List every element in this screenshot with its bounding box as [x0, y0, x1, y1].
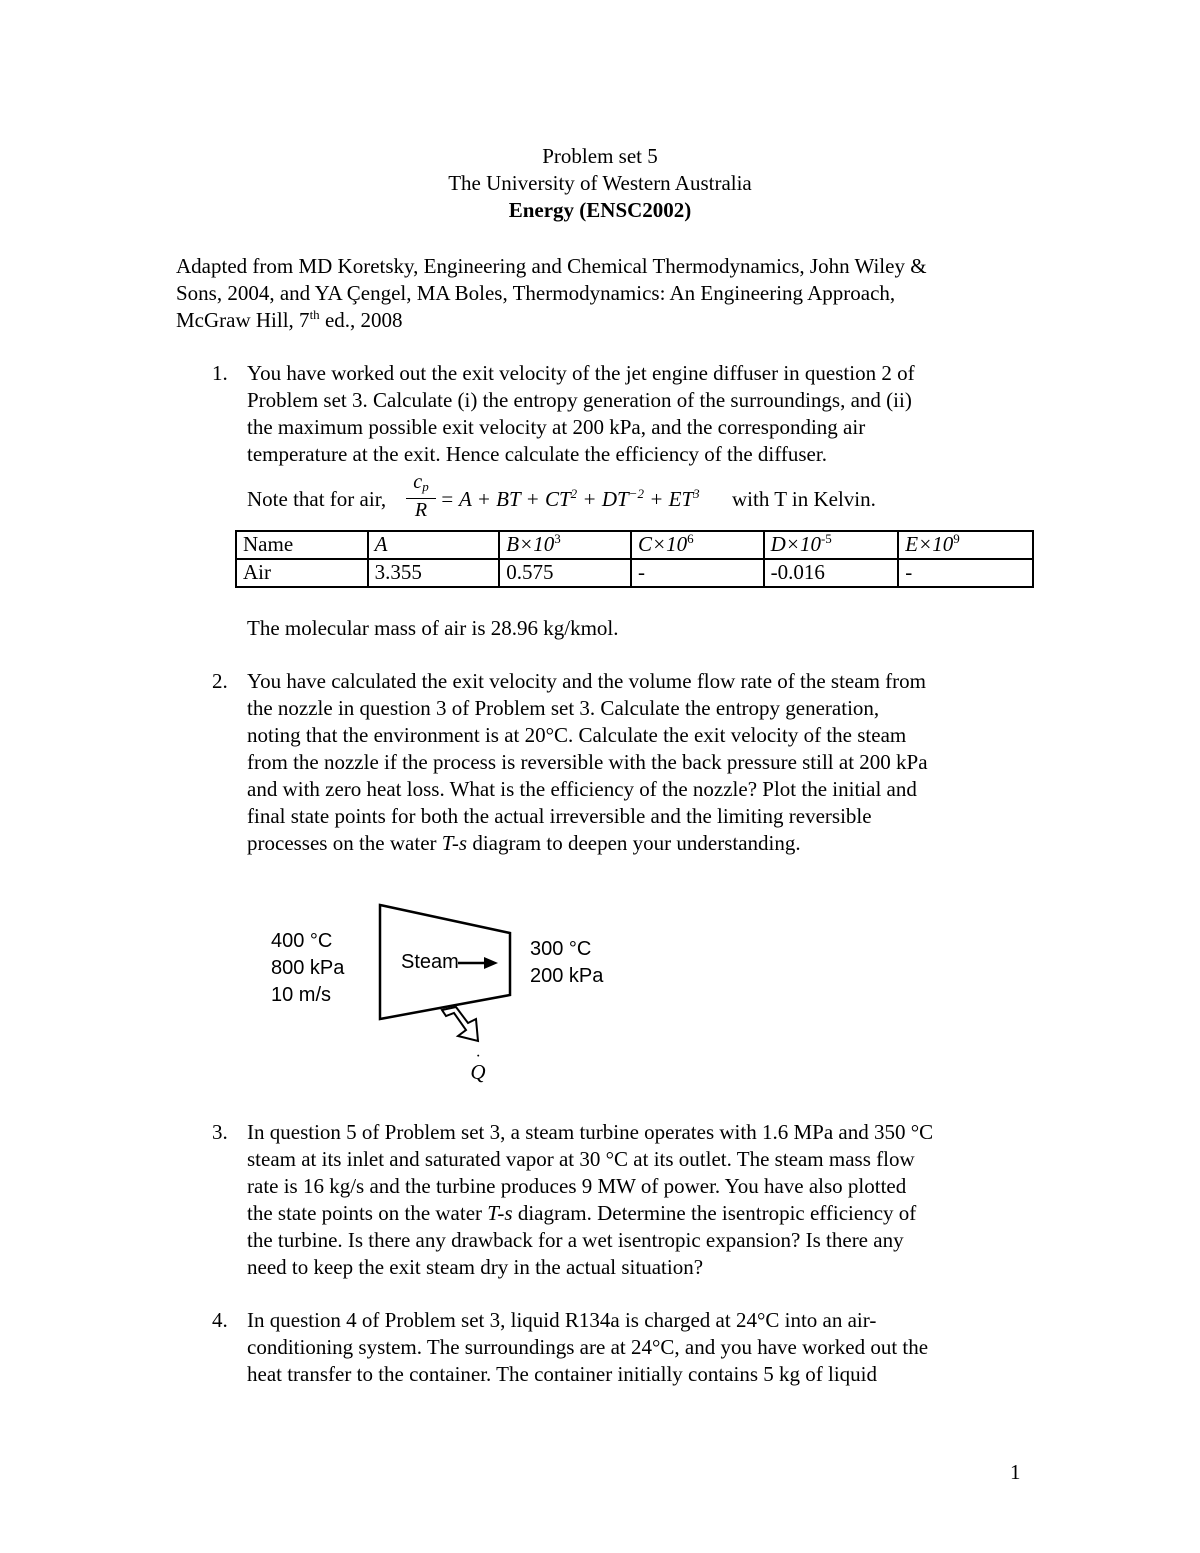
- question-2-text: You have calculated the exit velocity and the volume flow rate of the steam from the nozzle in question 3 of Problem set 3. Calculate the entropy generation, noting that the environment is at 20°C. Calculate the exit velocity of the steam from the nozzle if the process is reversible with the back pressure still at 200 kPa and with zero heat loss. What is the efficiency of the nozzle? Plot the initial and final state points for both the actual irreversible and the limiting reversible processes on the water T-s diagram to deepen your understanding.: [247, 669, 928, 855]
- university-name: The University of Western Australia: [448, 171, 752, 195]
- question-3-text: In question 5 of Problem set 3, a steam turbine operates with 1.6 MPa and 350 °C steam at its inlet and saturated vapor at 30 °C at its outlet. The steam mass flow rate is 16 kg/s and the turbine produces 9 MW of power. You have also plotted the state points on the water T-s diagram. Determine the isentropic efficiency of the turbine. Is there any drawback for a wet isentropic expansion? Is there any need to keep the exit steam dry in the actual situation?: [247, 1120, 934, 1279]
- question-3-number: 3.: [212, 1120, 228, 1144]
- inlet-conditions: 400 °C 800 kPa 10 m/s: [271, 930, 345, 1006]
- course-title: Energy (ENSC2002): [508, 198, 692, 222]
- table-cell: -: [631, 559, 764, 587]
- table-header-cell: A: [368, 531, 500, 559]
- table-cell: -0.016: [764, 559, 899, 587]
- question-2-number: 2.: [212, 669, 228, 693]
- table-header-cell: Name: [236, 531, 368, 559]
- air-cp-note-prefix: Note that for air,: [247, 487, 387, 511]
- cp-polynomial: = A + BT + $CT^2 + DT^{-2} + ET^3$: [440, 486, 700, 511]
- question-1-text: You have worked out the exit velocity of the jet engine diffuser in question 2 of Problem set 3. Calculate (i) the entropy generation of the surroundings, and (ii) the maximum possible exit velocity at 200 kPa, and the corresponding air temperature at the exit. Hence calculate the efficiency of the diffuser.: [247, 361, 915, 466]
- source-line-1: Adapted from MD Koretsky, Engineering and Chemical Thermodynamics, John Wiley &: [176, 254, 927, 278]
- cp-over-r-fraction: $c_p$ R: [406, 472, 436, 520]
- table-cell: 3.355: [368, 559, 500, 587]
- doc-title: Problem set 5: [542, 144, 658, 168]
- source-line-2: Sons, 2004, and YA Çengel, MA Boles, Thermodynamics: An Engineering Approach,: [176, 281, 896, 305]
- question-4-text: In question 4 of Problem set 3, liquid R134a is charged at 24°C into an air- conditioning system. The surroundings are at 24°C, and you have worked out the heat transfer to the container. The container initially contains 5 kg of liquid: [247, 1308, 929, 1386]
- table-cell: -: [898, 559, 1033, 587]
- table-header-row: [236, 531, 1033, 559]
- table-cell: 0.575: [499, 559, 631, 587]
- table-header-cell: $E\times 10^9$: [898, 531, 1033, 559]
- air-cp-note-suffix: with T in Kelvin.: [732, 487, 876, 511]
- question-4-number: 4.: [212, 1308, 228, 1332]
- heat-flow-label: · Q: [470, 1048, 486, 1084]
- table-row: [236, 559, 1033, 587]
- air-coefficient-table: [235, 530, 1034, 588]
- heat-loss-arrow-icon: [442, 1007, 478, 1041]
- table-cell: Air: [236, 559, 368, 587]
- question-1-number: 1.: [212, 361, 228, 385]
- outlet-conditions: 300 °C 200 kPa: [530, 938, 604, 987]
- fluid-label: Steam: [401, 951, 459, 973]
- page-number: 1: [1010, 1460, 1021, 1484]
- table-header-cell: $C\times 10^6$: [631, 531, 764, 559]
- table-header-cell: $B\times 10^3$: [499, 531, 631, 559]
- molecular-mass-note: The molecular mass of air is 28.96 kg/kmol.: [247, 616, 619, 640]
- source-line-3: McGraw Hill, 7th ed., 2008: [176, 307, 403, 332]
- table-header-cell: $D\times 10^{-5}$: [764, 531, 899, 559]
